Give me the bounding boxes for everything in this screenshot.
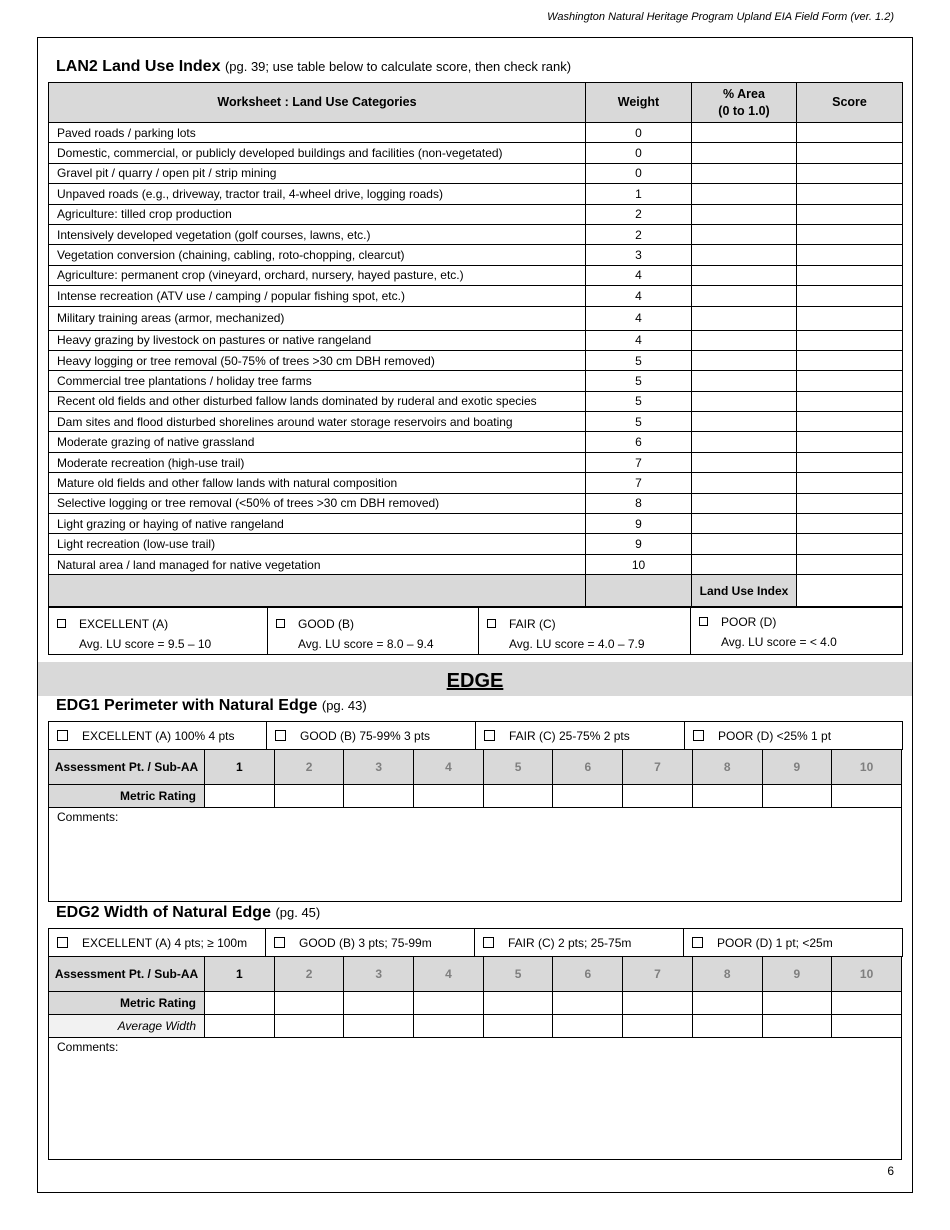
land-use-category: Light grazing or haying of native rangeland <box>49 514 586 534</box>
score-input[interactable] <box>797 245 903 265</box>
area-input[interactable] <box>692 473 797 493</box>
area-input[interactable] <box>692 143 797 163</box>
land-use-category: Military training areas (armor, mechanized) <box>49 306 586 330</box>
assessment-point-6: 6 <box>553 750 623 785</box>
score-input[interactable] <box>797 452 903 472</box>
land-use-category: Agriculture: permanent crop (vineyard, orchard, nursery, hayed pasture, etc.) <box>49 265 586 285</box>
assessment-point-5: 5 <box>483 750 553 785</box>
edg2-subtitle: (pg. 45) <box>275 905 321 920</box>
table-row <box>49 452 903 472</box>
score-input[interactable] <box>797 204 903 224</box>
metric-rating-cell-5[interactable] <box>483 992 553 1015</box>
land-use-weight: 1 <box>586 184 692 204</box>
metric-rating-cell-3[interactable] <box>344 785 414 808</box>
edg1-option-good[interactable] <box>267 722 476 750</box>
rank-label: POOR (D) <box>721 615 777 629</box>
edg1-option-excellent[interactable] <box>49 722 267 750</box>
score-input[interactable] <box>797 143 903 163</box>
land-use-weight: 0 <box>586 143 692 163</box>
area-input[interactable] <box>692 350 797 370</box>
score-input[interactable] <box>797 286 903 306</box>
edge-section-header: EDGE <box>38 662 912 696</box>
land-use-weight: 4 <box>586 330 692 350</box>
assessment-point-8: 8 <box>692 957 762 992</box>
assessment-point-10: 10 <box>832 957 902 992</box>
metric-rating-cell-5[interactable] <box>483 785 553 808</box>
land-use-category: Intense recreation (ATV use / camping / popular fishing spot, etc.) <box>49 286 586 306</box>
land-use-weight: 5 <box>586 391 692 411</box>
table-row <box>49 286 903 306</box>
rank-detail: Avg. LU score = 9.5 – 10 <box>79 637 212 651</box>
edg1-subtitle: (pg. 43) <box>321 698 367 713</box>
metric-rating-cell-6[interactable] <box>553 992 623 1015</box>
assessment-point-7: 7 <box>623 957 693 992</box>
edg2-title <box>56 904 320 922</box>
assessment-point-9: 9 <box>762 957 832 992</box>
option-label: GOOD (B) 3 pts; 75-99m <box>299 935 432 950</box>
table-row <box>49 330 903 350</box>
checkbox-icon[interactable] <box>276 619 285 628</box>
metric-rating-cell-9[interactable] <box>762 992 832 1015</box>
assessment-point-3: 3 <box>344 750 414 785</box>
table-row <box>49 265 903 285</box>
metric-rating-label: Metric Rating <box>49 992 205 1015</box>
area-input[interactable] <box>692 286 797 306</box>
table-row <box>49 163 903 183</box>
area-input[interactable] <box>692 163 797 183</box>
land-use-weight: 2 <box>586 204 692 224</box>
score-input[interactable] <box>797 330 903 350</box>
area-input[interactable] <box>692 412 797 432</box>
category-header: Worksheet : Land Use Categories <box>49 83 586 123</box>
score-input[interactable] <box>797 306 903 330</box>
edg2-assessment-table <box>48 956 902 1038</box>
average-width-cell-9[interactable] <box>762 1015 832 1038</box>
table-row <box>49 412 903 432</box>
checkbox-icon[interactable] <box>57 937 68 948</box>
lan2-title-text: LAN2 Land Use Index <box>56 58 221 75</box>
land-use-category: Recent old fields and other disturbed fallow lands dominated by ruderal and exotic species <box>49 391 586 411</box>
checkbox-icon[interactable] <box>487 619 496 628</box>
average-width-cell-2[interactable] <box>274 1015 344 1038</box>
land-use-index-input[interactable] <box>797 575 903 607</box>
average-width-cell-5[interactable] <box>483 1015 553 1038</box>
land-use-weight: 4 <box>586 286 692 306</box>
average-width-cell-6[interactable] <box>553 1015 623 1038</box>
area-input[interactable] <box>692 224 797 244</box>
checkbox-icon[interactable] <box>483 937 494 948</box>
page-number: 6 <box>887 1164 894 1178</box>
score-input[interactable] <box>797 432 903 452</box>
checkbox-icon[interactable] <box>274 937 285 948</box>
option-label: FAIR (C) 25-75% 2 pts <box>509 728 630 743</box>
edg2-options <box>48 928 903 957</box>
foot-blank-2 <box>586 575 692 607</box>
area-input[interactable] <box>692 204 797 224</box>
edg1-assessment-table <box>48 749 902 808</box>
average-width-cell-8[interactable] <box>692 1015 762 1038</box>
rank-good[interactable] <box>268 608 479 655</box>
land-use-index-row <box>49 575 903 607</box>
land-use-table <box>48 82 903 607</box>
land-use-category: Unpaved roads (e.g., driveway, tractor trail, 4-wheel drive, logging roads) <box>49 184 586 204</box>
metric-rating-cell-10[interactable] <box>832 785 902 808</box>
checkbox-icon[interactable] <box>692 937 703 948</box>
rank-excellent[interactable] <box>49 608 268 655</box>
land-use-category: Agriculture: tilled crop production <box>49 204 586 224</box>
land-use-category: Light recreation (low-use trail) <box>49 534 586 554</box>
metric-rating-cell-7[interactable] <box>623 992 693 1015</box>
edg2-option-good[interactable] <box>266 929 475 957</box>
table-row <box>49 493 903 513</box>
land-use-weight: 8 <box>586 493 692 513</box>
average-width-cell-1[interactable] <box>205 1015 275 1038</box>
land-use-category: Natural area / land managed for native vegetation <box>49 554 586 574</box>
comments-label: Comments: <box>57 810 119 824</box>
foot-blank-1 <box>49 575 586 607</box>
table-row <box>49 514 903 534</box>
score-input[interactable] <box>797 514 903 534</box>
area-input[interactable] <box>692 265 797 285</box>
lan2-title <box>56 58 571 76</box>
land-use-category: Dam sites and flood disturbed shorelines around water storage reservoirs and boating <box>49 412 586 432</box>
area-input[interactable] <box>692 184 797 204</box>
land-use-weight: 5 <box>586 350 692 370</box>
assessment-point-10: 10 <box>832 750 902 785</box>
metric-rating-cell-2[interactable] <box>274 992 344 1015</box>
area-input[interactable] <box>692 432 797 452</box>
score-input[interactable] <box>797 554 903 574</box>
rank-detail: Avg. LU score = 4.0 – 7.9 <box>509 637 645 651</box>
option-label: EXCELLENT (A) 100% 4 pts <box>82 728 235 743</box>
table-row <box>49 371 903 391</box>
table-row <box>49 224 903 244</box>
comments-label: Comments: <box>57 1040 119 1054</box>
metric-rating-cell-1[interactable] <box>205 785 275 808</box>
area-input[interactable] <box>692 554 797 574</box>
edg2-option-poor[interactable] <box>684 929 903 957</box>
land-use-category: Heavy logging or tree removal (50-75% of trees >30 cm DBH removed) <box>49 350 586 370</box>
area-input[interactable] <box>692 245 797 265</box>
assessment-point-9: 9 <box>762 750 832 785</box>
assessment-point-4: 4 <box>414 750 484 785</box>
assessment-point-8: 8 <box>692 750 762 785</box>
table-row <box>49 204 903 224</box>
score-input[interactable] <box>797 412 903 432</box>
checkbox-icon[interactable] <box>57 730 68 741</box>
metric-rating-cell-6[interactable] <box>553 785 623 808</box>
land-use-weight: 6 <box>586 432 692 452</box>
lan2-subtitle: (pg. 39; use table below to calculate score, then check rank) <box>224 59 572 74</box>
metric-rating-cell-8[interactable] <box>692 992 762 1015</box>
metric-rating-cell-2[interactable] <box>274 785 344 808</box>
land-use-category: Mature old fields and other fallow lands with natural composition <box>49 473 586 493</box>
area-input[interactable] <box>692 123 797 143</box>
assessment-point-label: Assessment Pt. / Sub-AA <box>49 957 205 992</box>
land-use-weight: 10 <box>586 554 692 574</box>
score-input[interactable] <box>797 123 903 143</box>
area-input[interactable] <box>692 452 797 472</box>
area-input[interactable] <box>692 534 797 554</box>
lan2-rank-table <box>48 607 903 655</box>
rank-label: GOOD (B) <box>298 617 354 631</box>
land-use-category: Selective logging or tree removal (<50% of trees >30 cm DBH removed) <box>49 493 586 513</box>
edg2-option-excellent[interactable] <box>49 929 266 957</box>
edg1-title-text: EDG1 Perimeter with Natural Edge <box>56 697 318 714</box>
score-input[interactable] <box>797 473 903 493</box>
land-use-index-label: Land Use Index <box>692 575 797 607</box>
score-input[interactable] <box>797 163 903 183</box>
score-input[interactable] <box>797 371 903 391</box>
option-label: FAIR (C) 2 pts; 25-75m <box>508 935 632 950</box>
assessment-point-label: Assessment Pt. / Sub-AA <box>49 750 205 785</box>
area-header <box>692 83 797 123</box>
land-use-weight: 9 <box>586 514 692 534</box>
checkbox-icon[interactable] <box>275 730 286 741</box>
edg1-title <box>56 697 367 715</box>
score-input[interactable] <box>797 391 903 411</box>
land-use-weight: 9 <box>586 534 692 554</box>
area-header-line2: (0 to 1.0) <box>718 103 770 118</box>
assessment-point-2: 2 <box>274 957 344 992</box>
area-header-line1: % Area <box>723 86 765 101</box>
average-width-cell-7[interactable] <box>623 1015 693 1038</box>
rank-label: EXCELLENT (A) <box>79 617 169 631</box>
weight-header: Weight <box>586 83 692 123</box>
rank-detail: Avg. LU score = < 4.0 <box>721 635 837 649</box>
score-input[interactable] <box>797 534 903 554</box>
score-input[interactable] <box>797 224 903 244</box>
land-use-category: Intensively developed vegetation (golf courses, lawns, etc.) <box>49 224 586 244</box>
metric-rating-cell-3[interactable] <box>344 992 414 1015</box>
land-use-category: Heavy grazing by livestock on pastures or native rangeland <box>49 330 586 350</box>
land-use-category: Paved roads / parking lots <box>49 123 586 143</box>
land-use-weight: 0 <box>586 123 692 143</box>
option-label: EXCELLENT (A) 4 pts; ≥ 100m <box>82 935 248 950</box>
metric-rating-label: Metric Rating <box>49 785 205 808</box>
table-row <box>49 350 903 370</box>
edg2-title-text: EDG2 Width of Natural Edge <box>56 904 271 921</box>
edg2-comments[interactable] <box>48 1037 902 1160</box>
land-use-weight: 3 <box>586 245 692 265</box>
land-use-weight: 2 <box>586 224 692 244</box>
table-row <box>49 143 903 163</box>
assessment-point-7: 7 <box>623 750 693 785</box>
edg2-option-fair[interactable] <box>475 929 684 957</box>
assessment-point-4: 4 <box>414 957 484 992</box>
rank-fair[interactable] <box>479 608 691 655</box>
assessment-point-2: 2 <box>274 750 344 785</box>
area-input[interactable] <box>692 306 797 330</box>
land-use-header-row <box>49 83 903 123</box>
average-width-label: Average Width <box>49 1015 205 1038</box>
checkbox-icon[interactable] <box>699 617 708 626</box>
land-use-weight: 5 <box>586 371 692 391</box>
metric-rating-cell-10[interactable] <box>832 992 902 1015</box>
table-row <box>49 391 903 411</box>
option-label: POOR (D) 1 pt; <25m <box>717 935 833 950</box>
edg1-option-poor[interactable] <box>685 722 903 750</box>
metric-rating-cell-1[interactable] <box>205 992 275 1015</box>
table-row <box>49 184 903 204</box>
area-input[interactable] <box>692 371 797 391</box>
metric-rating-cell-7[interactable] <box>623 785 693 808</box>
land-use-weight: 4 <box>586 265 692 285</box>
area-input[interactable] <box>692 514 797 534</box>
land-use-weight: 7 <box>586 452 692 472</box>
table-row <box>49 306 903 330</box>
area-input[interactable] <box>692 493 797 513</box>
option-label: GOOD (B) 75-99% 3 pts <box>300 728 431 743</box>
table-row <box>49 554 903 574</box>
table-row <box>49 245 903 265</box>
area-input[interactable] <box>692 330 797 350</box>
assessment-point-6: 6 <box>553 957 623 992</box>
land-use-category: Moderate recreation (high-use trail) <box>49 452 586 472</box>
land-use-weight: 5 <box>586 412 692 432</box>
table-row <box>49 123 903 143</box>
metric-rating-cell-4[interactable] <box>414 785 484 808</box>
edg1-option-fair[interactable] <box>476 722 685 750</box>
land-use-category: Commercial tree plantations / holiday tree farms <box>49 371 586 391</box>
area-input[interactable] <box>692 391 797 411</box>
checkbox-icon[interactable] <box>484 730 495 741</box>
table-row <box>49 534 903 554</box>
land-use-category: Gravel pit / quarry / open pit / strip mining <box>49 163 586 183</box>
metric-rating-cell-8[interactable] <box>692 785 762 808</box>
land-use-weight: 4 <box>586 306 692 330</box>
land-use-category: Domestic, commercial, or publicly developed buildings and facilities (non-vegetated) <box>49 143 586 163</box>
score-input[interactable] <box>797 265 903 285</box>
average-width-cell-10[interactable] <box>832 1015 902 1038</box>
land-use-category: Moderate grazing of native grassland <box>49 432 586 452</box>
assessment-point-5: 5 <box>483 957 553 992</box>
rank-detail: Avg. LU score = 8.0 – 9.4 <box>298 637 434 651</box>
table-row <box>49 473 903 493</box>
assessment-point-1: 1 <box>205 957 275 992</box>
checkbox-icon[interactable] <box>693 730 704 741</box>
score-input[interactable] <box>797 350 903 370</box>
rank-label: FAIR (C) <box>509 617 556 631</box>
average-width-cell-3[interactable] <box>344 1015 414 1038</box>
assessment-point-3: 3 <box>344 957 414 992</box>
score-input[interactable] <box>797 493 903 513</box>
land-use-weight: 0 <box>586 163 692 183</box>
table-row <box>49 432 903 452</box>
running-header: Washington Natural Heritage Program Upland EIA Field Form (ver. 1.2) <box>547 11 894 23</box>
option-label: POOR (D) <25% 1 pt <box>718 728 832 743</box>
checkbox-icon[interactable] <box>57 619 66 628</box>
metric-rating-cell-9[interactable] <box>762 785 832 808</box>
land-use-weight: 7 <box>586 473 692 493</box>
average-width-cell-4[interactable] <box>414 1015 484 1038</box>
assessment-point-1: 1 <box>205 750 275 785</box>
score-input[interactable] <box>797 184 903 204</box>
edg1-options <box>48 721 903 750</box>
rank-poor[interactable] <box>691 608 903 655</box>
score-header: Score <box>797 83 903 123</box>
edg1-comments[interactable] <box>48 807 902 902</box>
land-use-category: Vegetation conversion (chaining, cabling, roto-chopping, clearcut) <box>49 245 586 265</box>
metric-rating-cell-4[interactable] <box>414 992 484 1015</box>
